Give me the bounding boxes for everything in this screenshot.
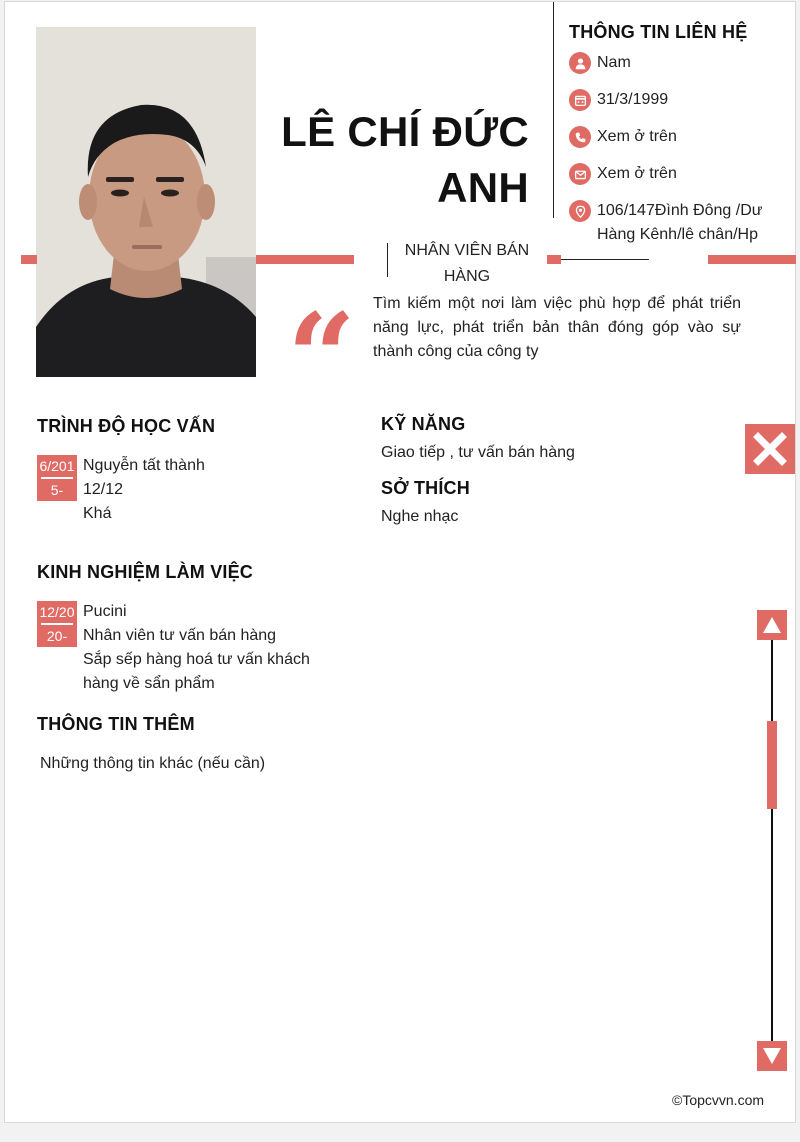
skills-text: Giao tiếp , tư vấn bán hàng bbox=[381, 444, 575, 461]
contact-address bbox=[569, 199, 789, 247]
education-major: 12/12 bbox=[83, 481, 124, 498]
experience-company: Pucini bbox=[83, 603, 127, 620]
birthday-value: 31/3/1999 bbox=[597, 91, 669, 108]
scroll-thumb[interactable] bbox=[767, 721, 777, 809]
education-entry bbox=[83, 454, 205, 526]
candidate-name bbox=[229, 104, 529, 216]
copyright: ©Topcvvn.com bbox=[672, 1092, 765, 1108]
experience-date-end: 20- bbox=[46, 628, 68, 644]
scroll-track[interactable] bbox=[771, 640, 773, 1042]
experience-date-start: 12/20 bbox=[39, 604, 75, 620]
contact-email bbox=[569, 162, 677, 186]
education-result: Khá bbox=[83, 505, 112, 522]
hobbies-text: Nghe nhạc bbox=[381, 508, 459, 525]
email-value: Xem ở trên bbox=[597, 165, 677, 182]
position-divider bbox=[387, 243, 388, 277]
experience-desc-line-2: hàng về sẩn phẩm bbox=[83, 675, 215, 692]
thin-rule bbox=[561, 259, 649, 260]
name-line-2: ANH bbox=[437, 164, 529, 211]
accent-bar-right bbox=[708, 255, 796, 264]
experience-entry bbox=[83, 600, 318, 696]
experience-title: KINH NGHIỆM LÀM VIỆC bbox=[37, 562, 254, 582]
scroll-down-button[interactable] bbox=[757, 1041, 787, 1071]
profile-photo bbox=[36, 27, 256, 377]
skills-title: KỸ NĂNG bbox=[381, 414, 466, 434]
name-line-1: LÊ CHÍ ĐỨC bbox=[281, 108, 529, 155]
close-icon bbox=[753, 432, 787, 466]
location-pin-icon bbox=[569, 200, 591, 222]
accent-bar-center bbox=[256, 255, 354, 264]
envelope-icon bbox=[569, 163, 591, 185]
address-value bbox=[597, 199, 762, 247]
address-line-2: Hàng Kênh/lê chân/Hp bbox=[597, 226, 758, 243]
contact-title: THÔNG TIN LIÊN HỆ bbox=[569, 22, 748, 42]
hobbies-title: SỞ THÍCH bbox=[381, 478, 470, 498]
education-date-start: 6/201 bbox=[39, 458, 75, 474]
person-icon bbox=[569, 52, 591, 74]
gender-value: Nam bbox=[597, 54, 631, 71]
contact-birthday bbox=[569, 88, 668, 112]
experience-role: Nhân viên tư vấn bán hàng bbox=[83, 627, 277, 644]
quote-icon: “ bbox=[287, 287, 357, 428]
position-line-2: HÀNG bbox=[443, 268, 491, 285]
contact-phone bbox=[569, 125, 677, 149]
phone-value: Xem ở trên bbox=[597, 128, 677, 145]
scroll-up-button[interactable] bbox=[757, 610, 787, 640]
additional-title: THÔNG TIN THÊM bbox=[37, 714, 195, 734]
education-date-badge bbox=[37, 455, 77, 501]
education-date-end: 5- bbox=[50, 482, 64, 498]
triangle-up-icon bbox=[762, 616, 782, 634]
close-button[interactable] bbox=[745, 424, 795, 474]
education-title: TRÌNH ĐỘ HỌC VẤN bbox=[37, 416, 216, 436]
accent-bar-small bbox=[547, 255, 561, 264]
contact-divider bbox=[553, 2, 554, 218]
person-photo-illustration bbox=[36, 27, 256, 377]
additional-text: Những thông tin khác (nếu cần) bbox=[40, 755, 266, 772]
career-objective: Tìm kiếm một nơi làm việc phù hợp để phát triển năng lực, phát triển bản thân đóng góp vào sự thành công của công ty bbox=[373, 295, 741, 360]
calendar-icon bbox=[569, 89, 591, 111]
cv-page bbox=[4, 1, 796, 1123]
education-school: Nguyễn tất thành bbox=[83, 457, 205, 474]
address-line-1: 106/147Đình Đông /Dư bbox=[597, 202, 763, 219]
triangle-down-icon bbox=[762, 1047, 782, 1065]
contact-gender bbox=[569, 51, 631, 75]
accent-bar-left bbox=[21, 255, 37, 264]
experience-date-badge bbox=[37, 601, 77, 647]
position-line-1: NHÂN VIÊN BÁN bbox=[404, 242, 530, 259]
job-position bbox=[397, 238, 537, 290]
experience-desc-line-1: Sắp sếp hàng hoá tư vấn khách bbox=[83, 651, 310, 668]
phone-icon bbox=[569, 126, 591, 148]
